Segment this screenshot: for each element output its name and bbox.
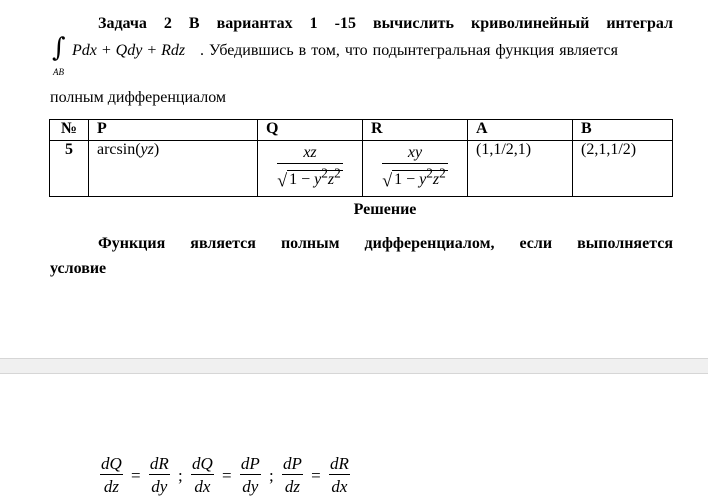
- condition-line1: Функция является полным дифференциалом, если выполняется: [98, 235, 673, 252]
- equals-sign: =: [131, 465, 141, 485]
- task-statement-line3: полным дифференциалом: [50, 89, 227, 106]
- q-sqrt: √ $1 - y^2z^2$: [277, 166, 341, 191]
- header-a: A: [468, 120, 573, 141]
- cell-p: [89, 141, 258, 197]
- cell-a: (1,1/2,1): [468, 141, 573, 197]
- frac-denominator: dy: [240, 474, 261, 497]
- r-numerator: xy: [407, 144, 423, 161]
- frac-numerator: dR: [329, 454, 349, 473]
- frac-numerator: dQ: [192, 454, 213, 473]
- fraction-dq-dz: [100, 454, 123, 497]
- q-den-z-exp: 2: [334, 166, 341, 181]
- cell-number: 5: [50, 141, 89, 197]
- p-arg: yz: [140, 141, 154, 158]
- table-header-row: [50, 120, 673, 141]
- fraction-dp-dz: [282, 454, 303, 497]
- fraction-dq-dx: [191, 454, 214, 497]
- variant-table: [49, 119, 673, 197]
- r-sqrt: √ $1 - y^2z^2$: [382, 166, 446, 191]
- frac-denominator: dz: [282, 474, 303, 497]
- separator: ;: [178, 465, 183, 485]
- q-den-y: y: [314, 171, 322, 189]
- frac-denominator: dx: [329, 474, 350, 497]
- frac-numerator: dQ: [101, 454, 122, 473]
- r-den-one: 1 −: [394, 171, 416, 189]
- r-fraction: [382, 144, 448, 191]
- r-den-y: y: [419, 171, 427, 189]
- integral-subscript: AB: [53, 67, 64, 77]
- frac-denominator: dz: [100, 474, 123, 497]
- r-den-z: z: [432, 171, 440, 189]
- table-row: [50, 141, 673, 197]
- frac-denominator: dx: [191, 474, 214, 497]
- q-numerator: xz: [303, 144, 317, 161]
- page-break-gap: [0, 358, 708, 374]
- header-r: R: [363, 120, 468, 141]
- separator: ;: [269, 465, 274, 485]
- p-close: ): [153, 141, 160, 158]
- cell-b: (2,1,1/2): [573, 141, 673, 197]
- fraction-dr-dy: [149, 454, 170, 497]
- q-fraction: [277, 144, 343, 191]
- frac-denominator: dy: [149, 474, 170, 497]
- header-b: B: [573, 120, 673, 141]
- header-q: Q: [258, 120, 363, 141]
- cell-q: [258, 141, 363, 197]
- integral-line: [50, 33, 673, 77]
- task-statement-line2: . Убедившись в том, что подынтегральная функция является: [200, 42, 619, 59]
- q-den-y-exp: 2: [321, 166, 328, 181]
- header-number: №: [50, 120, 89, 141]
- frac-numerator: dR: [149, 454, 169, 473]
- fraction-dp-dy: [240, 454, 261, 497]
- integral-sign: ∫: [52, 33, 66, 63]
- cell-r: [363, 141, 468, 197]
- equals-sign: =: [311, 465, 321, 485]
- r-den-z-exp: 2: [439, 166, 446, 181]
- document-page-2: [0, 374, 708, 503]
- solution-heading: Решение: [353, 201, 417, 218]
- frac-numerator: dP: [283, 454, 302, 473]
- p-func: arcsin(: [97, 141, 141, 158]
- q-den-one: 1 −: [289, 171, 311, 189]
- fraction-dr-dx: [329, 454, 350, 497]
- partial-derivative-formula: [100, 454, 350, 497]
- header-p: P: [89, 120, 258, 141]
- task-statement-line1: Задача 2 В вариантах 1 -15 вычислить криволинейный интеграл: [98, 15, 673, 32]
- condition-line2: условие: [50, 260, 107, 277]
- integral-expression: Pdx + Qdy + Rdz: [72, 42, 186, 59]
- q-den-z: z: [327, 171, 335, 189]
- r-den-y-exp: 2: [426, 166, 433, 181]
- frac-numerator: dP: [240, 454, 260, 473]
- equals-sign: =: [222, 465, 232, 485]
